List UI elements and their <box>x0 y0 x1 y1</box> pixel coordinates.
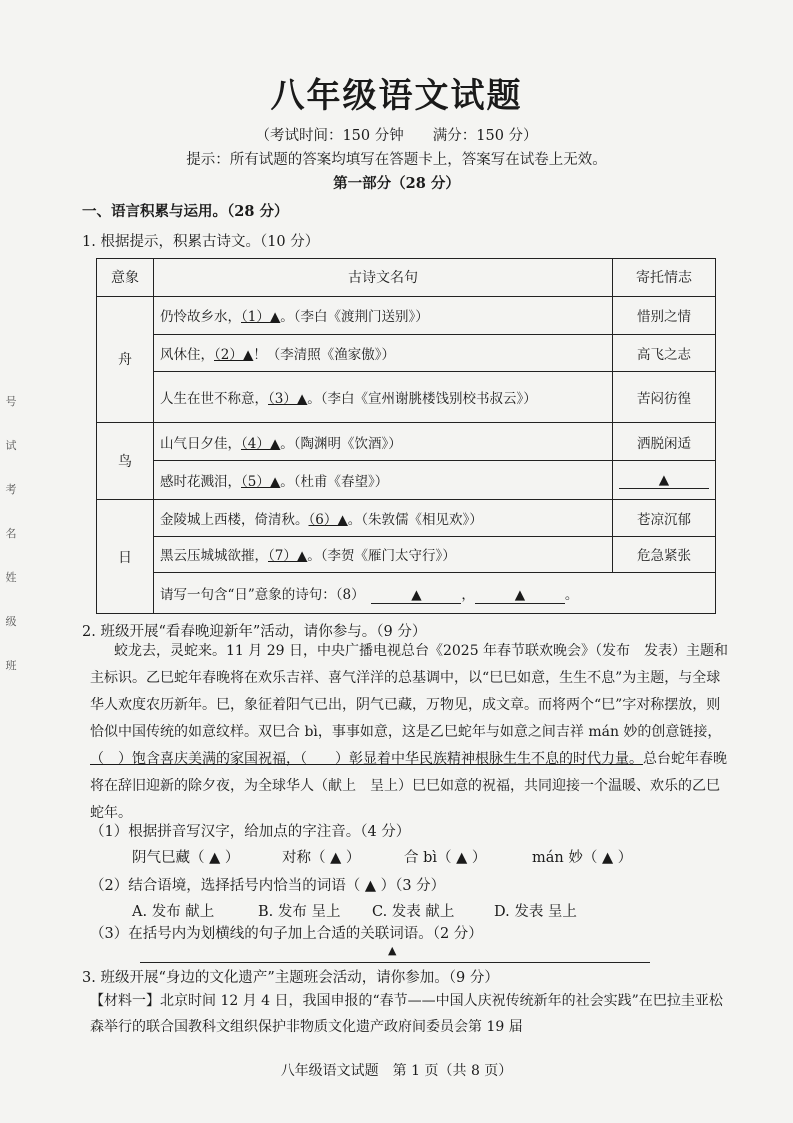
answer-blank: ▲ <box>371 587 461 604</box>
answer-blank: ▲ <box>475 587 565 604</box>
header-image: 意象 <box>97 259 154 297</box>
sub-question-1: （1）根据拼音写汉字，给加点的字注音。（4 分） <box>90 824 411 840</box>
answer-blank: （3）▲ <box>268 390 308 407</box>
feeling-cell: 惜别之情 <box>613 296 716 335</box>
question-3: 3. 班级开展“身边的文化遗产”主题班会活动，请你参加。（9 分） <box>82 970 499 986</box>
poem-cell: 人生在世不称意，（3）▲。（李白《宣州谢朓楼饯别校书叔云》） <box>154 371 613 422</box>
sub-question-3: （3）在括号内为划横线的句子加上合适的关联词语。（2 分） <box>90 926 483 942</box>
header-poem: 古诗文名句 <box>154 259 613 297</box>
margin-char: 考 <box>5 483 17 496</box>
image-cell: 日 <box>97 500 154 614</box>
margin-char: 级 <box>5 615 17 628</box>
margin-char: 号 <box>5 395 17 408</box>
underlined-text: 彰显着中华民族精神根脉生生不息的时代力量。 <box>349 751 643 767</box>
poem-cell: 风休住，（2）▲！（李清照《渔家傲》） <box>154 335 613 372</box>
answer-blank: （4）▲ <box>241 435 281 452</box>
poem-cell: 仍怜故乡水，（1）▲。（李白《渡荆门送别》） <box>154 296 613 335</box>
answer-blank: （7）▲ <box>268 548 308 565</box>
feeling-cell <box>613 461 716 500</box>
option-d: D. 发表 呈上 <box>494 904 577 920</box>
table-row <box>97 371 716 422</box>
margin-char: 姓 <box>5 571 17 584</box>
feeling-cell: 苦闷彷徨 <box>613 371 716 422</box>
poem-cell: 感时花溅泪，（5）▲。（杜甫《春望》） <box>154 461 613 500</box>
underlined-text: 饱含喜庆美满的家国祝福， <box>132 751 300 767</box>
poem-cell: 山气日夕佳，（4）▲。（陶渊明《饮酒》） <box>154 422 613 461</box>
answer-marker: ▲ <box>388 944 397 957</box>
answer-blank: （5）▲ <box>241 474 281 491</box>
question-2: 2. 班级开展“看春晚迎新年”活动，请你参与。（9 分） <box>82 624 427 640</box>
table-row <box>97 422 716 461</box>
feeling-cell: 高飞之志 <box>613 335 716 372</box>
option-b: B. 发布 呈上 <box>258 904 341 920</box>
exam-title: 八年级语文试题 <box>270 76 523 116</box>
notice: 提示：所有试题的答案均填写在答题卡上，答案写在试卷上无效。 <box>186 152 607 168</box>
pinyin-item: mán 妙（ ▲ ） <box>532 850 633 866</box>
poem-cell: 金陵城上西楼，倚清秋。（6）▲。（朱敦儒《相见欢》） <box>154 500 613 537</box>
table-row <box>97 461 716 500</box>
feeling-blank: ▲ <box>619 472 709 489</box>
feeling-cell: 洒脱闲适 <box>613 422 716 461</box>
material-one: 【材料一】北京时间 12 月 4 日，我国申报的“春节——中国人庆祝传统新年的社会实践”在巴拉圭亚松森举行的联合国教科文组织保护非物质文化遗产政府间委员会第 19 届 <box>90 993 723 1035</box>
part-heading: 第一部分（28 分） <box>333 175 460 192</box>
exam-info: （考试时间：150 分钟 满分：150 分） <box>255 128 538 144</box>
binding-margin <box>2 380 20 688</box>
poem-cell: 黑云压城城欲摧，（7）▲。（李贺《雁门太守行》） <box>154 536 613 573</box>
blank-a: （ ） <box>90 751 132 767</box>
poetry-table <box>96 258 716 614</box>
feeling-cell: 危急紧张 <box>613 536 716 573</box>
option-a: A. 发布 献上 <box>132 904 215 920</box>
margin-char: 班 <box>5 659 17 672</box>
margin-char: 试 <box>5 439 17 452</box>
table-row <box>97 573 716 614</box>
answer-blank: （2）▲ <box>214 347 254 364</box>
blank-b: （ ） <box>300 751 349 767</box>
feeling-cell: 苍凉沉郁 <box>613 500 716 537</box>
answer-blank: （6）▲ <box>308 511 348 528</box>
pinyin-item: 合 bì（ ▲ ） <box>404 850 487 866</box>
question-1: 1. 根据提示，积累古诗文。（10 分） <box>82 234 320 250</box>
table-row <box>97 296 716 335</box>
question-2-passage: 蛟龙去，灵蛇来。11 月 29 日，中央广播电视总台《2025 年春节联欢晚会》（发布 发表）主题和主标识。乙巳蛇年春晚将在欢乐吉祥、喜气洋洋的总基调中，以“巳巳如意，生生不息”为主题，与全球华人欢度农历新年。巳，象征着阳气已出，阴气已藏，万物见，成文章。而将两个“巳”字对称摆放，则恰似中国传统的如意纹样。双巳合 bì，事事如意，这是乙巳蛇年与如意之间吉祥 mán 妙的创意链接，（ ）饱含喜庆美满的家国祝福，（ ）彰显着中华民族精神根脉生生不息的时代力量。总台蛇年春晚将在辞旧迎新的除夕夜，为全球华人（献上 呈上）巳巳如意的祝福，共同迎接一个温暖、欢乐的乙巳蛇年。 <box>90 643 729 821</box>
page-footer: 八年级语文试题 第 1 页（共 8 页） <box>280 1063 513 1079</box>
image-cell: 舟 <box>97 296 154 422</box>
section-heading: 一、语言积累与运用。（28 分） <box>82 203 289 220</box>
answer-blank: （1）▲ <box>241 309 281 326</box>
pinyin-item: 阴气巳藏（ ▲ ） <box>132 850 240 866</box>
sub-question-2: （2）结合语境，选择括号内恰当的词语（ ▲ ）（3 分） <box>90 878 446 894</box>
poem-cell-full: 请写一句含“日”意象的诗句：（8） ▲ ， ▲ 。 <box>154 573 716 614</box>
image-cell: 鸟 <box>97 422 154 499</box>
table-row <box>97 536 716 573</box>
option-c: C. 发表 献上 <box>372 904 455 920</box>
table-row <box>97 500 716 537</box>
header-feeling: 寄托情志 <box>613 259 716 297</box>
pinyin-item: 对称（ ▲ ） <box>282 850 361 866</box>
table-header-row <box>97 259 716 297</box>
margin-char: 名 <box>5 527 17 540</box>
table-row <box>97 335 716 372</box>
